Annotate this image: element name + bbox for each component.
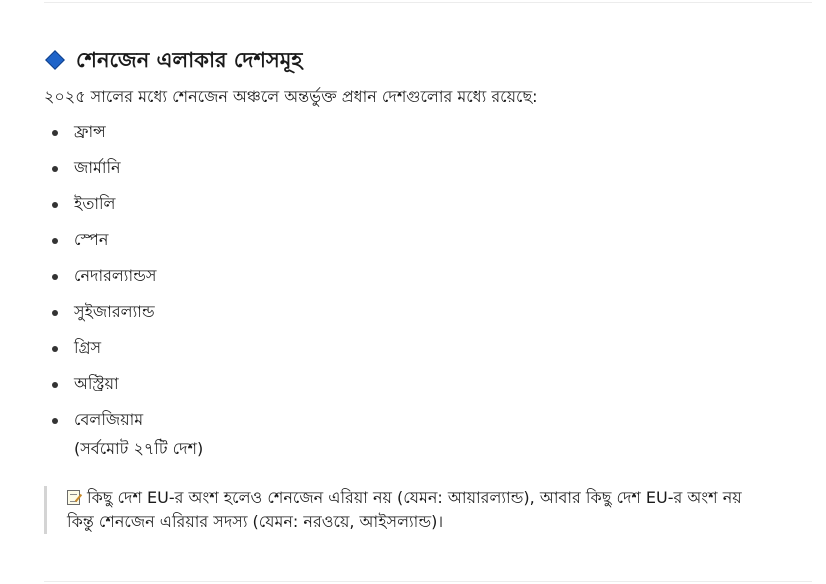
note-line-2: কিন্তু শেনজেন এরিয়ার সদস্য (যেমন: নরওয়ে, আইসল্যান্ড)। [67, 512, 444, 531]
intro-paragraph: ২০২৫ সালের মধ্যে শেনজেন অঞ্চলে অন্তর্ভুক্ত প্রধান দেশগুলোর মধ্যে রয়েছে: [44, 87, 538, 106]
note-text-1: কিছু দেশ EU-র অংশ হলেও শেনজেন এরিয়া নয় (যেমন: আয়ারল্যান্ড), আবার কিছু দেশ EU-র অংশ নয় [87, 488, 742, 507]
list-item-germany: জার্মানি [44, 154, 156, 190]
note-line-1 [67, 486, 784, 510]
list-item-austria: অস্ট্রিয়া [44, 370, 156, 406]
list-item-netherlands: নেদারল্যান্ডস [44, 262, 156, 298]
bottom-divider [44, 581, 812, 582]
list-item-spain: স্পেন [44, 226, 156, 262]
list-item-belgium: বেলজিয়াম [44, 406, 156, 442]
list-item-switzerland: সুইজারল্যান্ড [44, 298, 156, 334]
section-heading [44, 44, 302, 76]
list-item-france: ফ্রান্স [44, 118, 156, 154]
note-callout [44, 486, 784, 534]
section-heading-text: শেনজেন এলাকার দেশসমূহ [76, 48, 303, 72]
top-divider [44, 2, 812, 3]
blue-diamond-icon [45, 50, 65, 70]
list-item-greece: গ্রিস [44, 334, 156, 370]
list-item-italy: ইতালি [44, 190, 156, 226]
total-count-note: (সর্বমোট ২৭টি দেশ) [74, 439, 204, 458]
memo-icon [67, 490, 80, 505]
country-list [44, 118, 156, 442]
